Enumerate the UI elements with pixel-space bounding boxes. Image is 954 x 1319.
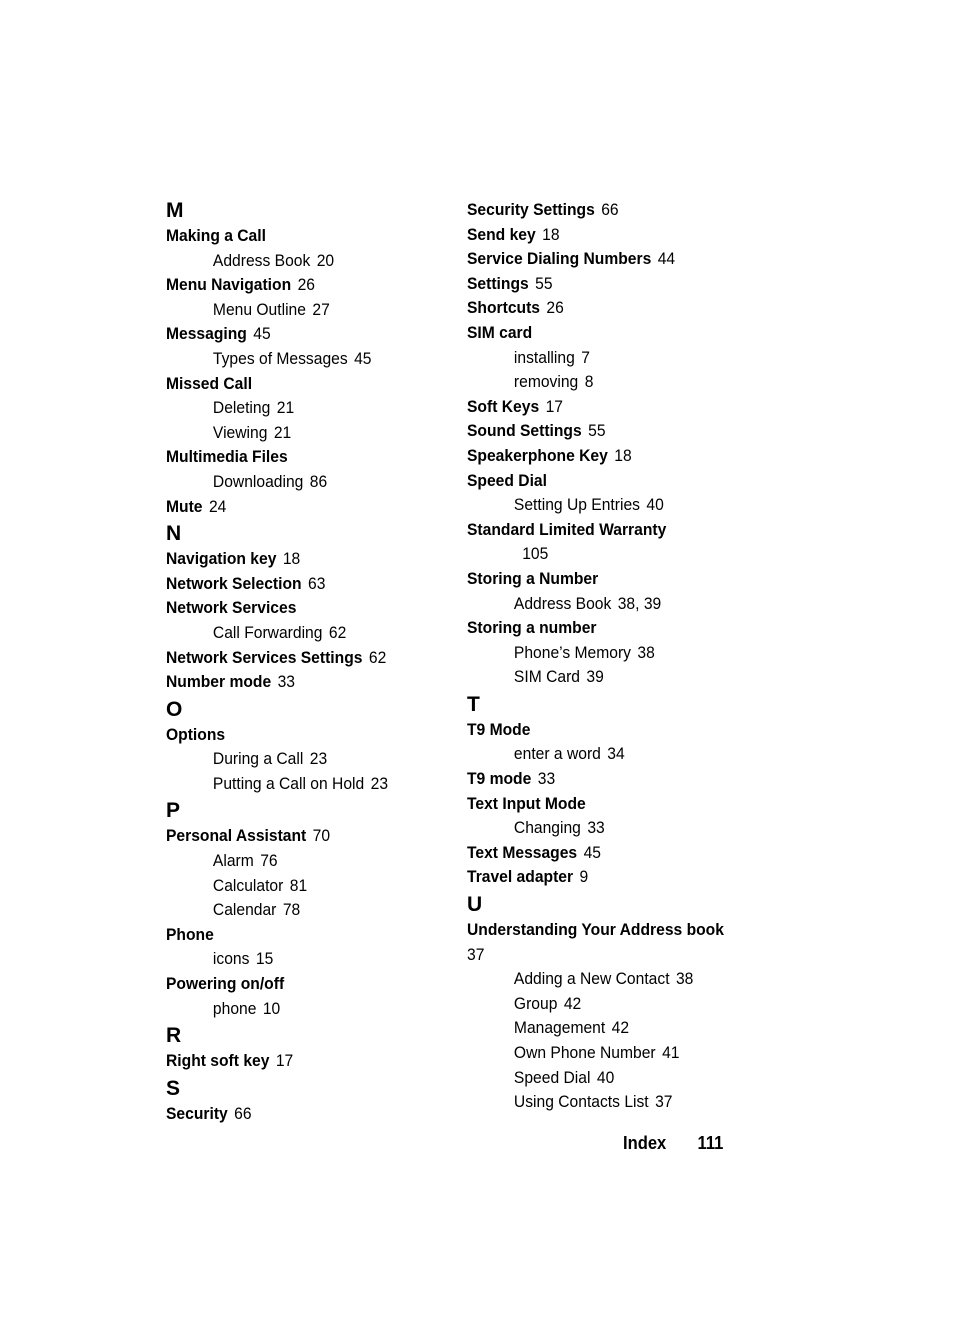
index-letter-heading: P: [166, 799, 181, 823]
index-entry: [166, 1102, 442, 1127]
index-subentry: [166, 747, 442, 772]
index-entry: [467, 616, 734, 641]
index-term: SIM card: [467, 322, 533, 342]
index-page-ref: 18: [282, 549, 301, 569]
index-term: Security: [166, 1103, 228, 1123]
index-term: Speed Dial: [467, 470, 547, 490]
index-subentry: [467, 967, 734, 992]
index-page-ref: 33: [537, 769, 556, 789]
index-entry: [166, 547, 442, 572]
index-page-ref: 18: [542, 224, 560, 244]
index-entry: [467, 296, 734, 321]
index-term: Settings: [467, 273, 529, 293]
index-term: Viewing: [212, 422, 268, 442]
index-term: Menu Navigation: [166, 275, 292, 295]
index-letter-heading: T: [467, 692, 480, 716]
index-entry: [467, 518, 734, 543]
index-page-ref: 24: [208, 496, 227, 516]
index-column-left: [166, 198, 466, 1126]
index-page-ref: 33: [587, 818, 605, 838]
index-entry: [467, 841, 734, 866]
index-page-ref: 63: [308, 573, 326, 593]
index-term: Powering on/off: [166, 974, 285, 994]
index-term: installing: [513, 347, 575, 367]
index-term: Shortcuts: [467, 298, 540, 318]
index-entry: [467, 918, 734, 943]
index-subentry: [467, 1090, 734, 1115]
index-page-ref: 40: [596, 1067, 615, 1087]
index-entry: [467, 865, 734, 890]
index-page-ref: 86: [309, 471, 328, 491]
index-term: removing: [513, 372, 579, 392]
index-term: Standard Limited Warranty: [467, 519, 667, 539]
footer-section: Index: [623, 1133, 667, 1153]
index-page-ref: 39: [586, 667, 604, 687]
index-entry: [166, 723, 442, 748]
index-term: Text Messages: [467, 842, 578, 862]
index-term: Network Selection: [166, 573, 302, 593]
index-page-ref: 18: [614, 445, 632, 465]
index-term: Phone’s Memory: [513, 642, 631, 662]
index-entry: [467, 567, 734, 592]
index-page-ref: 8: [584, 372, 594, 392]
index-entry: [166, 572, 442, 597]
index-term: Calculator: [212, 875, 284, 895]
index-page-ref: 27: [312, 299, 330, 319]
index-term: Alarm: [212, 851, 254, 871]
index-subentry: [166, 396, 442, 421]
index-term: Address Book: [212, 250, 311, 270]
index-term: Making a Call: [166, 226, 266, 245]
index-page-ref: 21: [276, 398, 295, 418]
index-page-ref: 70: [312, 826, 331, 846]
index-subentry: [467, 992, 734, 1017]
index-term: Deleting: [212, 398, 271, 418]
index-term: Missed Call: [166, 373, 253, 393]
index-page-ref: 26: [297, 275, 315, 295]
index-page-ref: 45: [253, 324, 271, 344]
index-page-ref: 15: [255, 949, 274, 969]
index-subentry: [467, 641, 734, 666]
index-term: Speed Dial: [513, 1067, 591, 1087]
index-term: Travel adapter: [467, 867, 574, 887]
index-subentry: [166, 298, 442, 323]
index-page-ref: 38: [675, 969, 694, 989]
index-page-ref: 45: [583, 842, 601, 862]
index-page-ref: 62: [328, 622, 347, 642]
index-entry: [166, 670, 442, 695]
index-subentry: [467, 742, 734, 767]
index-page-ref: 41: [662, 1043, 680, 1062]
index-term: Call Forwarding: [212, 622, 323, 642]
index-entry: [467, 469, 734, 494]
index-term: Sound Settings: [467, 421, 582, 441]
index-entry: [166, 224, 442, 249]
index-subentry: [166, 621, 442, 646]
index-term: Storing a number: [467, 618, 597, 638]
index-page-ref: 76: [260, 851, 278, 871]
footer-page-number: 111: [697, 1133, 724, 1153]
index-term: T9 mode: [467, 769, 532, 789]
index-term: Types of Messages: [212, 348, 348, 368]
index-term: Putting a Call on Hold: [212, 773, 365, 793]
index-term: phone: [212, 998, 257, 1018]
index-entry: [166, 824, 442, 849]
index-page-ref: 44: [657, 249, 676, 269]
index-term: Mute: [166, 496, 203, 516]
index-page-ref: 9: [579, 867, 589, 887]
index-page-ref: 81: [289, 875, 308, 895]
index-page-continuation: 105: [522, 544, 549, 564]
index-term: T9 Mode: [467, 719, 531, 739]
index-entry: [166, 972, 442, 997]
index-term: Navigation key: [166, 549, 277, 569]
index-term: Network Services: [166, 598, 297, 618]
index-entry: [467, 321, 734, 346]
index-entry: [166, 273, 442, 298]
index-subentry: [166, 898, 442, 923]
index-term: Management: [513, 1018, 606, 1038]
page-footer: [623, 1133, 723, 1154]
index-page-ref: 40: [646, 495, 664, 515]
index-page-ref: 26: [546, 298, 564, 318]
index-subentry: [166, 997, 442, 1022]
index-entry: [467, 792, 734, 817]
index-letter-heading: N: [166, 522, 182, 546]
index-term: Phone: [166, 924, 214, 944]
index-subentry: [467, 1041, 734, 1066]
index-page-ref: 23: [370, 773, 389, 793]
index-page-ref: 34: [607, 744, 625, 764]
index-term: icons: [212, 949, 250, 969]
index-entry: [166, 646, 442, 671]
index-term: Changing: [513, 818, 581, 838]
index-entry: [467, 198, 734, 223]
index-page-ref: 78: [282, 900, 301, 920]
index-page-ref: 45: [354, 348, 372, 368]
index-subentry: [166, 874, 442, 899]
index-page-ref: 23: [309, 749, 328, 769]
index-subentry: [467, 493, 734, 518]
index-entry: [467, 419, 734, 444]
index-page-ref: 7: [581, 347, 590, 367]
index-term: Own Phone Number: [513, 1043, 656, 1062]
index-entry: [467, 223, 734, 248]
index-letter-heading: M: [166, 199, 184, 222]
index-term: During a Call: [212, 749, 304, 769]
index-term: Speakerphone Key: [467, 445, 608, 465]
index-term: Adding a New Contact: [513, 969, 670, 989]
index-term: enter a word: [513, 744, 601, 764]
index-letter-heading: O: [166, 697, 183, 721]
index-page-continuation: 37: [467, 944, 485, 964]
index-entry: [467, 444, 734, 469]
index-term: Security Settings: [467, 200, 595, 219]
index-page-ref: 55: [588, 421, 606, 441]
index-term: Multimedia Files: [166, 447, 288, 467]
index-term: Options: [166, 724, 226, 744]
index-page-ref: 33: [277, 672, 296, 692]
index-entry: [166, 445, 442, 470]
index-term: Messaging: [166, 324, 247, 344]
index-page-ref: 17: [275, 1051, 294, 1071]
index-entry: [467, 272, 734, 297]
index-term: Downloading: [212, 471, 304, 491]
index-subentry: [467, 816, 734, 841]
index-page-ref: 66: [234, 1103, 252, 1123]
index-subentry: [166, 421, 442, 446]
index-page-ref: 42: [563, 993, 582, 1013]
index-subentry: [467, 346, 734, 371]
index-entry: [166, 372, 442, 397]
index-page-ref: 37: [655, 1092, 673, 1112]
index-subentry: [166, 249, 442, 274]
index-page-ref: 55: [535, 273, 553, 293]
index-term: Soft Keys: [467, 396, 540, 416]
index-entry: [166, 923, 442, 948]
index-subentry: [467, 1016, 734, 1041]
index-entry: [166, 495, 442, 520]
index-page-ref: 10: [262, 998, 281, 1018]
index-subentry: [467, 592, 734, 617]
index-term: SIM Card: [513, 667, 580, 687]
index-page-ref: 20: [316, 250, 335, 270]
index-subentry: [166, 947, 442, 972]
index-entry: [166, 1049, 442, 1074]
index-term: Send key: [467, 224, 536, 244]
index-term: Understanding Your Address book: [467, 920, 724, 940]
index-page-ref: 17: [545, 396, 563, 416]
index-subentry: [166, 347, 442, 372]
index-subentry: [166, 772, 442, 797]
index-subentry: [166, 470, 442, 495]
index-subentry: [166, 849, 442, 874]
index-page-ref: 66: [601, 200, 619, 219]
index-entry: [467, 395, 734, 420]
index-term: Storing a Number: [467, 568, 599, 588]
index-letter-heading: S: [166, 1076, 181, 1100]
index-subentry: [467, 665, 734, 690]
index-letter-heading: U: [467, 893, 483, 917]
index-term: Setting Up Entries: [513, 495, 640, 515]
index-page-ref: 21: [273, 422, 292, 442]
index-term: Service Dialing Numbers: [467, 249, 652, 269]
index-entry: [467, 767, 734, 792]
index-term: Using Contacts List: [513, 1092, 649, 1112]
index-letter-heading: R: [166, 1024, 182, 1048]
index-term: Network Services Settings: [166, 647, 363, 667]
index-page-ref: 38, 39: [617, 593, 662, 613]
index-page-ref: 62: [368, 647, 387, 667]
index-term: Address Book: [513, 593, 612, 613]
index-term: Number mode: [166, 672, 272, 692]
index-term: Calendar: [212, 900, 277, 920]
index-column-right: [467, 198, 757, 1115]
index-subentry: [467, 370, 734, 395]
index-page-ref: 38: [637, 642, 655, 662]
index-term: Personal Assistant: [166, 826, 307, 846]
index-entry: [166, 322, 442, 347]
index-term: Right soft key: [166, 1051, 270, 1071]
index-page-ref: 42: [611, 1018, 630, 1038]
index-term: Group: [513, 993, 558, 1013]
index-entry: [467, 247, 734, 272]
index-term: Menu Outline: [212, 299, 306, 319]
index-entry: [467, 718, 734, 743]
index-term: Text Input Mode: [467, 793, 586, 813]
index-subentry: [467, 1066, 734, 1091]
index-entry: [166, 596, 442, 621]
